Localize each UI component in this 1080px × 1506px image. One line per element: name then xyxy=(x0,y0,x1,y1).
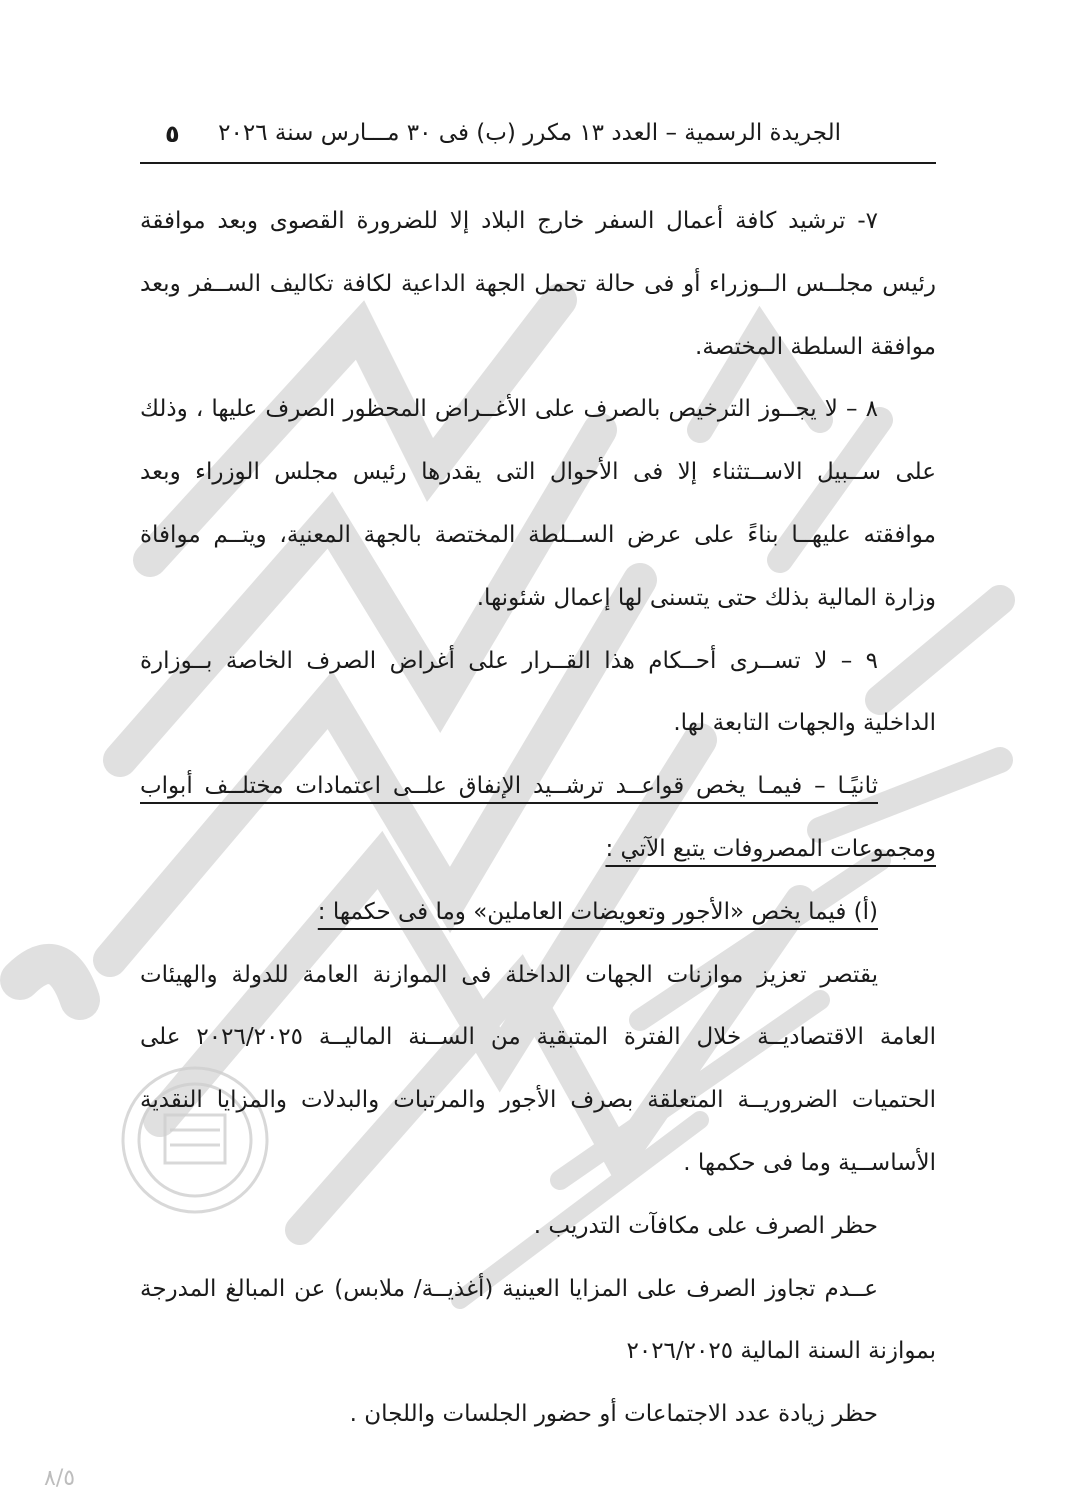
footer-page-mark: ٨/٥ xyxy=(44,1466,76,1491)
paragraph-wages-reinforcement: يقتصر تعزيز موازنات الجهات الداخلة فى الموازنة العامة للدولة والهيئات العامة الاقتصاديــة خلال الفترة المتبقية من الســنة الماليــة ٢٠٢٦/٢٠٢٥ على الحتميات الضروريــة المتعلقة بصرف الأجور والمرتبات والبدلات والمزايا النقدية الأساســية وما فى حكمها . xyxy=(140,961,936,1176)
paragraph-in-kind-benefits: عــدم تجاوز الصرف على المزايا العينية (أغذيــة/ ملابس) عن المبالغ المدرجة بموازنة السنة المالية ٢٠٢٦/٢٠٢٥ xyxy=(140,1275,936,1365)
page-number: ٥ xyxy=(165,120,180,148)
paragraph-training-ban: حظر الصرف على مكافآت التدريب . xyxy=(533,1212,878,1239)
item-a-heading xyxy=(140,881,936,944)
paragraph-meetings-ban: حظر زيادة عدد الاجتماعات أو حضور الجلسات واللجان . xyxy=(349,1401,878,1428)
header-divider xyxy=(140,162,936,164)
section-two-heading xyxy=(140,755,936,881)
paragraph-item-7: ٧- ترشيد كافة أعمال السفر خارج البلاد إلا للضرورة القصوى وبعد موافقة رئيس مجلــس الــوزراء أو فى حالة تحمل الجهة الداعية لكافة تكاليف الســفر وبعد موافقة السلطة المختصة. xyxy=(140,208,936,360)
header-title: الجريدة الرسمية – العدد ١٣ مكرر (ب) فى ٣٠ مـــارس سنة ٢٠٢٦ xyxy=(218,120,841,146)
paragraph-item-8: ٨ – لا يجــوز الترخيص بالصرف على الأغــراض المحظور الصرف عليها ، وذلك على ســبيل الاســتثناء إلا فى الأحوال التى يقدرها رئيس مجلس الوزراء وبعد موافقته عليهــا بناءً على عرض الســلطة المختصة بالجهة المعنية، ويتــم موافاة وزارة المالية بذلك حتى يتسنى لها إعمال شئونها. xyxy=(140,396,936,611)
gazette-header xyxy=(140,114,936,160)
document-body xyxy=(140,190,936,1446)
item-a-heading-text: (أ) فيما يخص «الأجور وتعويضات العاملين» وما فى حكمها : xyxy=(317,898,878,925)
paragraph-item-9: ٩ – لا تســرى أحــكام هذا القــرار على أغراض الصرف الخاصة بــوزارة الداخلية والجهات التابعة لها. xyxy=(140,647,936,737)
section-two-heading-text: ثانيًـا – فيمـا يخص قواعــد ترشــيد الإنفاق علــى اعتمادات مختلــف أبواب ومجموعات المصروفات يتبع الآتي : xyxy=(140,773,936,862)
